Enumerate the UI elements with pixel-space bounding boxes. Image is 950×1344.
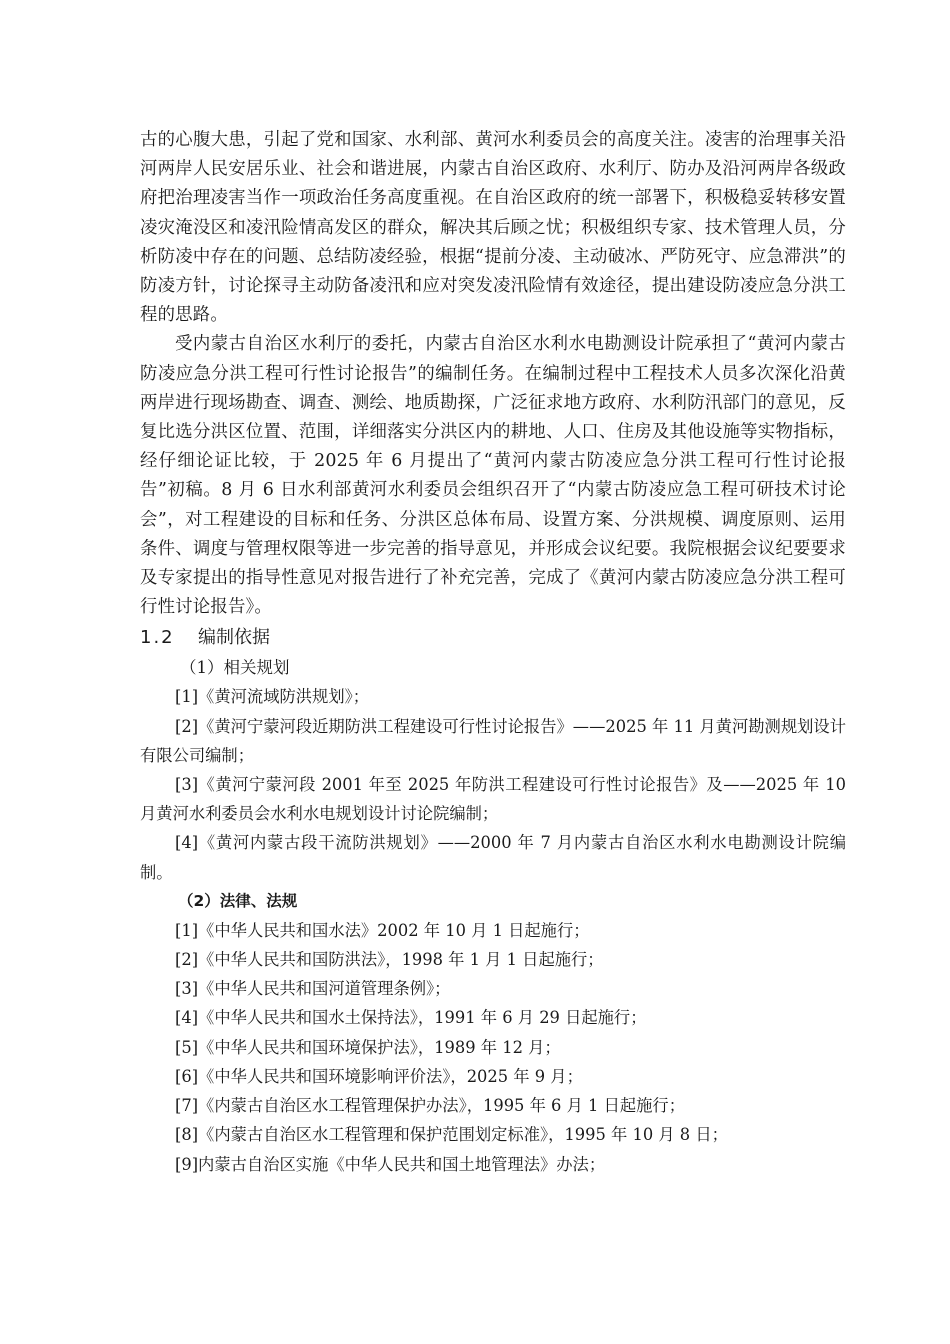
law-ref-3: [3]《中华人民共和国河道管理条例》； (175, 979, 451, 999)
planning-ref-1: [1]《黄河流域防洪规划》； (175, 687, 370, 707)
section-number: 1.2 (140, 627, 175, 649)
section-title: 编制依据 (198, 627, 270, 649)
law-ref-8: [8]《内蒙古自治区水工程管理和保护范围划定标准》，1995 年 10 月 8 日； (175, 1125, 728, 1145)
document-page (140, 126, 846, 1179)
body-paragraph-1: 古的心腹大患，引起了党和国家、水利部、黄河水利委员会的高度关注。凌害的治理事关沿河两岸人民安居乐业、社会和谐进展，内蒙古自治区政府、水利厅、防办及沿河两岸各级政府把治理凌害当作一项政治任务高度重视。在自治区政府的统一部署下，积极稳妥转移安置凌灾淹没区和凌汛险情高发区的群众，解决其后顾之忧；积极组织专家、技术管理人员，分析防凌中存在的问题、总结防凌经验，根据“提前分凌、主动破冰、严防死守、应急滞洪”的防凌方针，讨论探寻主动防备凌汛和应对突发凌汛险情有效途径，提出建设防凌应急分洪工程的思路。 (140, 130, 846, 326)
law-ref-1: [1]《中华人民共和国水法》2002 年 10 月 1 日起施行； (175, 920, 590, 940)
body-paragraph-2: 受内蒙古自治区水利厅的委托，内蒙古自治区水利水电勘测设计院承担了“黄河内蒙古防凌应急分洪工程可行性讨论报告”的编制任务。在编制过程中工程技术人员多次深化沿黄两岸进行现场勘查、调查、测绘、地质勘探，广泛征求地方政府、水利防汛部门的意见，反复比选分洪区位置、范围，详细落实分洪区内的耕地、人口、住房及其他设施等实物指标，经仔细论证比较，于 2025 年 6 月提出了“黄河内蒙古防凌应急分洪工程可行性讨论报告”初稿。8 月 6 日水利部黄河水利委员会组织召开了“内蒙古防凌应急工程可研技术讨论会”，对工程建设的目标和任务、分洪区总体布局、设置方案、分洪规模、调度原则、运用条件、调度与管理权限等进一步完善的指导意见，并形成会议纪要。我院根据会议纪要要求及专家提出的指导性意见对报告进行了补充完善，完成了《黄河内蒙古防凌应急分洪工程可行性讨论报告》。 (140, 334, 846, 618)
planning-subheading: （1）相关规划 (180, 658, 290, 678)
planning-ref-2: [2]《黄河宁蒙河段近期防洪工程建设可行性讨论报告》——2025 年 11 月黄河勘测规划设计有限公司编制； (140, 716, 846, 765)
law-ref-6: [6]《中华人民共和国环境影响评价法》，2025 年 9 月； (175, 1066, 583, 1086)
section-heading (140, 623, 846, 653)
planning-ref-4: [4]《黄河内蒙古段干流防洪规划》——2000 年 7 月内蒙古自治区水利水电勘测设计院编制。 (140, 833, 846, 882)
law-ref-9: [9]内蒙古自治区实施《中华人民共和国土地管理法》办法； (175, 1154, 606, 1174)
law-ref-5: [5]《中华人民共和国环境保护法》，1989 年 12 月； (175, 1037, 561, 1057)
planning-ref-3: [3]《黄河宁蒙河段 2001 年至 2025 年防洪工程建设可行性讨论报告》及——2025 年 10 月黄河水利委员会水利水电规划设计讨论院编制； (140, 775, 846, 824)
laws-subheading: （2）法律、法规 (178, 891, 298, 910)
law-ref-2: [2]《中华人民共和国防洪法》，1998 年 1 月 1 日起施行； (175, 950, 604, 970)
law-ref-7: [7]《内蒙古自治区水工程管理保护办法》，1995 年 6 月 1 日起施行； (175, 1096, 685, 1116)
law-ref-4: [4]《中华人民共和国水土保持法》，1991 年 6 月 29 日起施行； (175, 1008, 647, 1028)
